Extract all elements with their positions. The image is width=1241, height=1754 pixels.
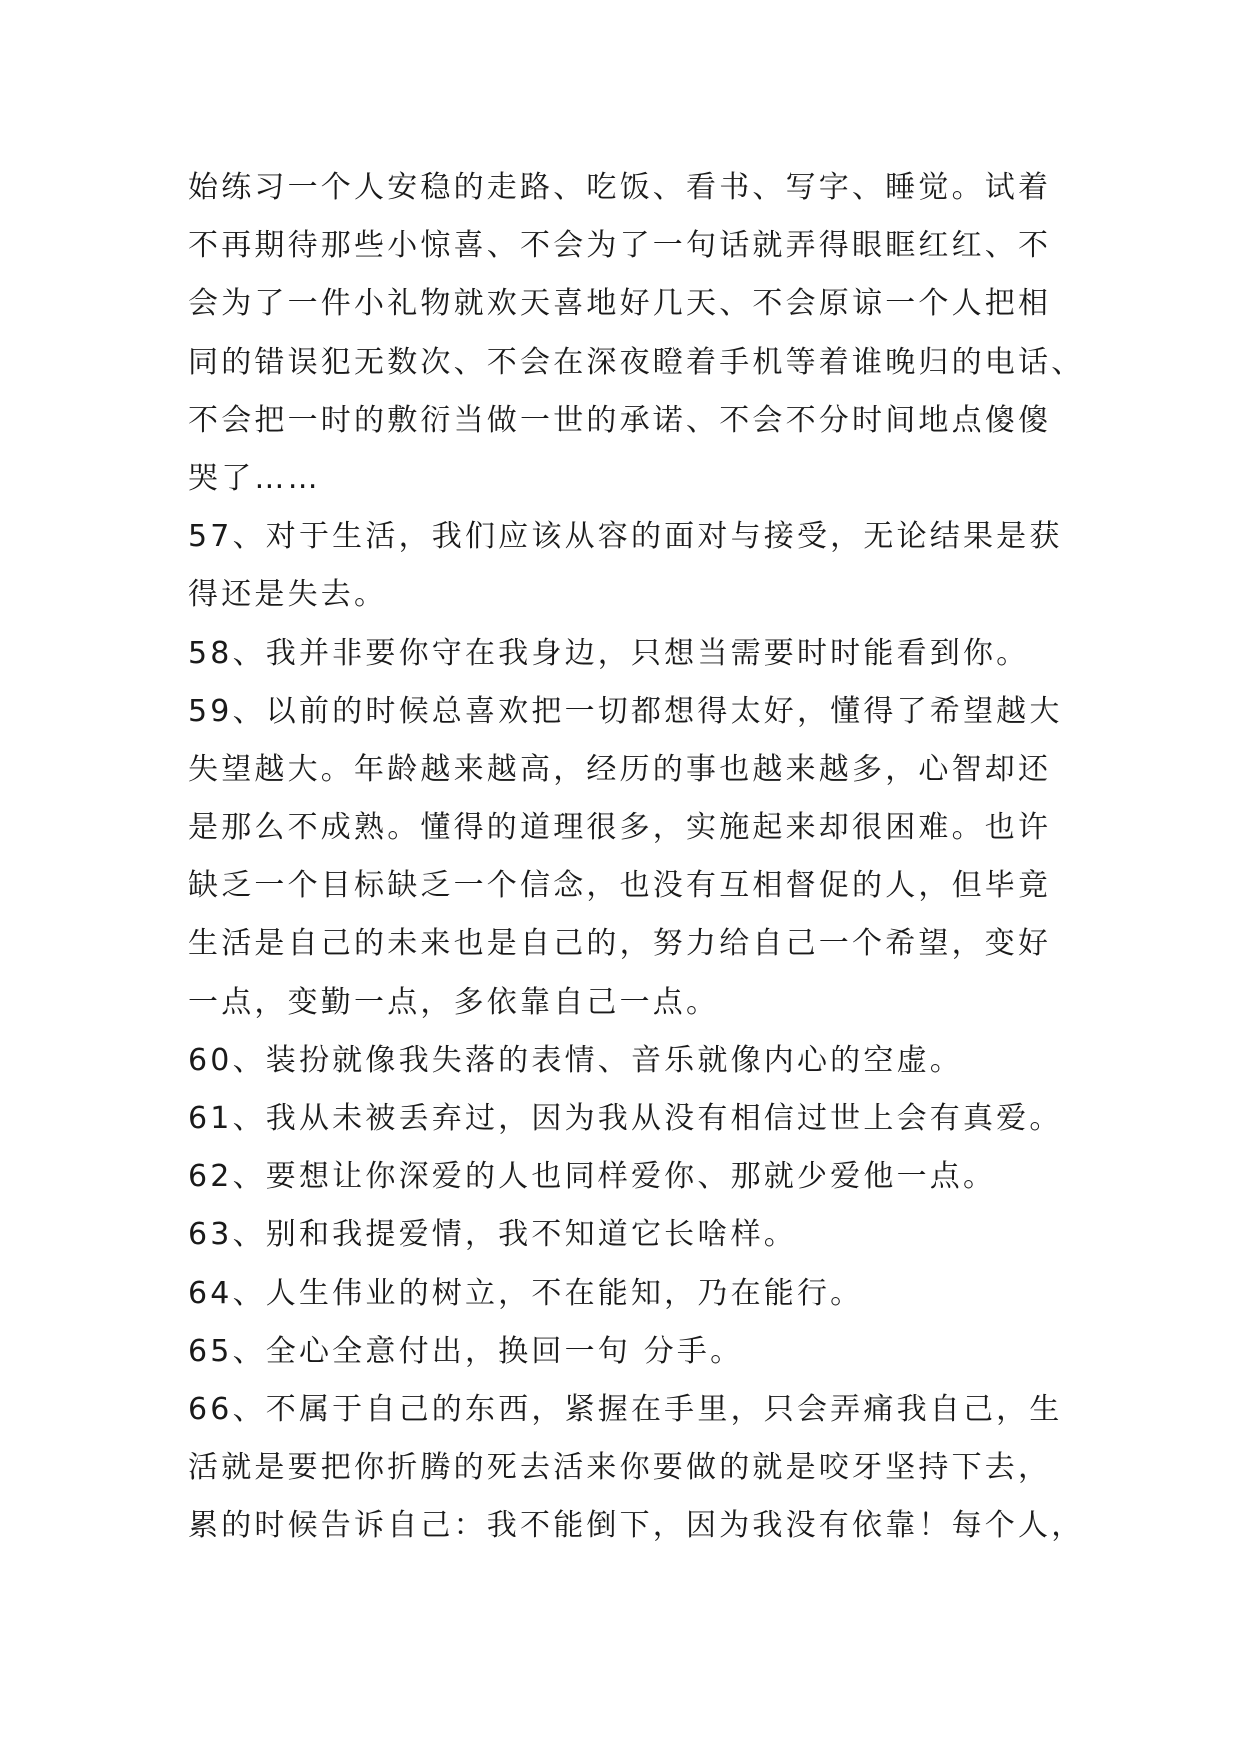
text-line: 60、装扮就像我失落的表情、音乐就像内心的空虚。 [188, 1042, 963, 1078]
text-line: 64、人生伟业的树立，不在能知，乃在能行。 [188, 1275, 864, 1311]
text-line: 62、要想让你深爱的人也同样爱你、那就少爱他一点。 [188, 1159, 997, 1195]
text-line: 累的时候告诉自己：我不能倒下，因为我没有依靠！每个人， [188, 1508, 1085, 1544]
text-line: 生活是自己的未来也是自己的，努力给自己一个希望，变好 [188, 926, 1052, 962]
text-line: 是那么不成熟。懂得的道理很多，实施起来却很困难。也许 [188, 810, 1052, 846]
text-line: 会为了一件小礼物就欢天喜地好几天、不会原谅一个人把相 [188, 286, 1052, 322]
body-text [188, 159, 1088, 1556]
text-line: 59、以前的时候总喜欢把一切都想得太好，懂得了希望越大 [188, 693, 1063, 729]
text-line: 不再期待那些小惊喜、不会为了一句话就弄得眼眶红红、不 [188, 228, 1052, 264]
text-line: 同的错误犯无数次、不会在深夜瞪着手机等着谁晚归的电话、 [188, 344, 1085, 380]
text-line: 得还是失去。 [188, 577, 388, 613]
text-line: 缺乏一个目标缺乏一个信念，也没有互相督促的人，但毕竟 [188, 868, 1052, 904]
text-line: 58、我并非要你守在我身边，只想当需要时时能看到你。 [188, 635, 1030, 671]
text-line: 65、全心全意付出，换回一句 分手。 [188, 1333, 744, 1369]
text-line: 66、不属于自己的东西，紧握在手里，只会弄痛我自己，生 [188, 1391, 1063, 1427]
text-line: 不会把一时的敷衍当做一世的承诺、不会不分时间地点傻傻 [188, 402, 1052, 438]
text-line: 失望越大。年龄越来越高，经历的事也越来越多，心智却还 [188, 751, 1052, 787]
text-line: 始练习一个人安稳的走路、吃饭、看书、写字、睡觉。试着 [188, 170, 1052, 205]
text-line: 一点，变勤一点，多依靠自己一点。 [188, 984, 720, 1020]
text-line: 57、对于生活，我们应该从容的面对与接受，无论结果是获 [188, 519, 1063, 555]
text-line: 活就是要把你折腾的死去活来你要做的就是咬牙坚持下去， [188, 1450, 1052, 1486]
text-line: 61、我从未被丢弃过，因为我从没有相信过世上会有真爱。 [188, 1101, 1063, 1136]
text-line: 63、别和我提爱情，我不知道它长啥样。 [188, 1217, 797, 1253]
text-line: 哭了…… [188, 460, 321, 496]
